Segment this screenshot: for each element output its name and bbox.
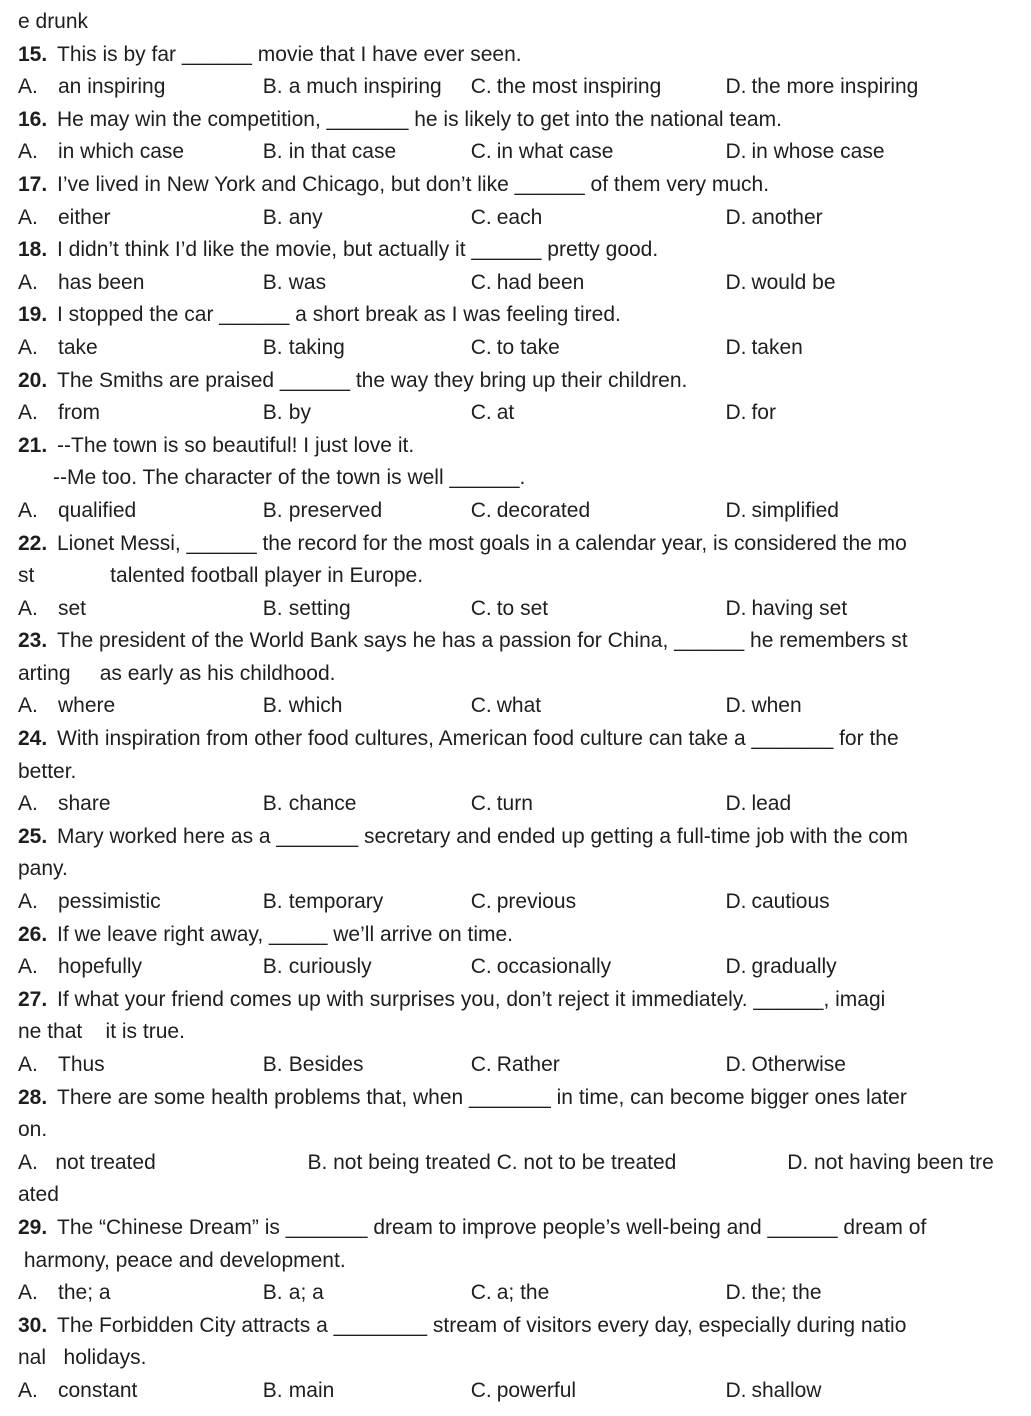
option-cell: [18, 495, 263, 528]
option-text: what: [496, 694, 542, 718]
option-letter: C.: [470, 955, 492, 979]
continuation-line: harmony, peace and development.: [18, 1248, 346, 1272]
option-text: occasionally: [496, 955, 612, 979]
option-cell: [263, 332, 471, 365]
option-letter: C.: [470, 75, 492, 99]
option-text: gradually: [751, 955, 837, 979]
option-text: powerful: [496, 1378, 577, 1402]
option-letter: D.: [725, 205, 747, 229]
option-letter: B.: [262, 890, 283, 914]
option-cell: [263, 690, 471, 723]
option-cell: [263, 1375, 471, 1408]
option-letter: A.: [18, 1053, 38, 1076]
option-text: an inspiring: [58, 75, 166, 99]
option-text: the; the: [751, 1281, 822, 1305]
option-letter: D.: [725, 1281, 747, 1305]
option-text: taking: [288, 335, 345, 359]
option-letter: C.: [470, 1053, 492, 1076]
question-line: [18, 821, 1013, 854]
question-number: 17.: [18, 172, 48, 196]
question-line: [18, 104, 1013, 137]
option-letter: D.: [725, 596, 747, 620]
options-row: [18, 690, 1013, 723]
option-text: to take: [496, 335, 560, 359]
option-cell: [18, 202, 263, 235]
question-line: [18, 723, 1013, 756]
question-text: The president of the World Bank says he has a passion for China, ______ he remembers st: [57, 629, 908, 653]
option-cell: [725, 951, 1013, 984]
option-letter: C.: [470, 890, 492, 914]
option-cell: [725, 886, 1013, 919]
option-letter: B.: [262, 75, 283, 99]
option-cell: [725, 202, 1013, 235]
option-cell: [725, 71, 1013, 104]
option-cell: [263, 886, 471, 919]
option-letter: D.: [725, 890, 747, 914]
question-number: 22.: [18, 531, 48, 555]
option-text: previous: [496, 890, 577, 914]
option-cell: [725, 690, 1013, 723]
option-text: for: [751, 401, 776, 425]
option-letter: A.: [18, 270, 38, 294]
option-cell: [725, 136, 1013, 169]
option-cell: [263, 495, 471, 528]
option-letter: A.: [18, 75, 38, 99]
option-cell: [471, 136, 726, 169]
option-letter: D.: [725, 498, 747, 522]
options-row: [18, 495, 1013, 528]
question-block: [18, 104, 1013, 169]
option-cell: [18, 71, 263, 104]
option-text: which: [288, 694, 343, 718]
question-block: [18, 821, 1013, 919]
option-text: shallow: [751, 1378, 822, 1402]
options-row: [18, 788, 1013, 821]
question-block: [18, 1082, 1013, 1212]
option-text: temporary: [288, 890, 384, 914]
option-cell: [471, 71, 726, 104]
option-cell: [18, 1049, 263, 1082]
option-cell: [725, 1277, 1013, 1310]
option-letter: A.: [18, 335, 38, 359]
option-text: the most inspiring: [496, 75, 662, 99]
option-letter: B.: [262, 401, 283, 425]
option-text: when: [751, 694, 802, 718]
question-list: [18, 39, 1013, 1408]
option-letter: A.: [18, 140, 38, 164]
option-letter: A.: [18, 1378, 38, 1402]
question-line: [18, 984, 1013, 1017]
option-letter: D.: [725, 335, 747, 359]
option-text: simplified: [751, 498, 839, 522]
option-text: another: [751, 205, 823, 229]
option-letter: C.: [470, 140, 492, 164]
options-flow-line: A. not treated B. not being treated C. not to be treated D. not having been tre: [18, 1150, 994, 1174]
option-text: any: [288, 205, 323, 229]
question-text: I didn’t think I’d like the movie, but actually it ______ pretty good.: [57, 238, 659, 262]
question-number: 18.: [18, 238, 48, 262]
question-block: [18, 1310, 1013, 1408]
option-letter: B.: [262, 596, 283, 620]
options-row: [18, 1375, 1013, 1408]
question-number: 26.: [18, 922, 48, 946]
question-block: [18, 1212, 1013, 1310]
option-letter: D.: [725, 140, 747, 164]
continuation-line: --Me too. The character of the town is well ______.: [18, 466, 526, 490]
option-cell: [263, 1277, 471, 1310]
option-letter: B.: [262, 140, 283, 164]
question-number: 25.: [18, 824, 48, 848]
option-letter: D.: [725, 955, 747, 979]
option-cell: [471, 951, 726, 984]
option-text: a; the: [496, 1281, 550, 1305]
option-text: decorated: [496, 498, 591, 522]
option-letter: B.: [262, 694, 283, 718]
question-text: The Smiths are praised ______ the way they bring up their children.: [57, 368, 688, 392]
options-row: [18, 267, 1013, 300]
option-letter: D.: [725, 270, 747, 294]
options-row: [18, 202, 1013, 235]
option-text: by: [288, 401, 311, 425]
option-cell: [471, 593, 726, 626]
option-letter: B.: [262, 1053, 283, 1076]
question-block: [18, 528, 1013, 626]
option-text: turn: [496, 792, 533, 816]
option-text: from: [58, 401, 100, 425]
question-text: With inspiration from other food cultures, American food culture can take a _______ for the: [57, 727, 899, 751]
question-number: 19.: [18, 303, 48, 327]
option-letter: A.: [18, 890, 38, 914]
options-row: [18, 1277, 1013, 1310]
option-letter: C.: [470, 1281, 492, 1305]
continuation-line: better.: [18, 759, 77, 783]
option-text: in what case: [496, 140, 614, 164]
question-line: [18, 39, 1013, 72]
option-text: each: [496, 205, 543, 229]
option-text: preserved: [288, 498, 383, 522]
question-text: This is by far ______ movie that I have ever seen.: [57, 42, 522, 66]
question-text: --The town is so beautiful! I just love it.: [57, 433, 415, 457]
option-text: was: [288, 270, 327, 294]
question-block: [18, 365, 1013, 430]
question-number: 23.: [18, 629, 48, 653]
question-number: 29.: [18, 1215, 48, 1239]
option-letter: D.: [725, 1053, 747, 1076]
option-text: Rather: [496, 1053, 560, 1076]
option-text: main: [288, 1378, 335, 1402]
option-cell: [18, 1375, 263, 1408]
option-cell: [263, 593, 471, 626]
option-cell: [18, 788, 263, 821]
option-text: curiously: [288, 955, 372, 979]
question-number: 24.: [18, 727, 48, 751]
option-letter: B.: [262, 792, 283, 816]
option-text: the more inspiring: [751, 75, 919, 99]
option-cell: [471, 267, 726, 300]
option-cell: [18, 886, 263, 919]
options-flow-line: ated: [18, 1183, 59, 1207]
option-text: in that case: [288, 140, 397, 164]
option-letter: B.: [262, 1281, 283, 1305]
question-text: Lionet Messi, ______ the record for the most goals in a calendar year, is considered the mo: [57, 531, 907, 555]
option-letter: A.: [18, 792, 38, 816]
option-cell: [263, 1049, 471, 1082]
option-text: would be: [751, 270, 836, 294]
option-cell: [263, 951, 471, 984]
question-text: If what your friend comes up with surprises you, don’t reject it immediately. ______, imagi: [57, 987, 886, 1011]
continuation-line: st talented football player in Europe.: [18, 564, 424, 588]
option-letter: B.: [262, 955, 283, 979]
option-letter: C.: [470, 596, 492, 620]
option-letter: A.: [18, 955, 38, 979]
option-cell: [263, 788, 471, 821]
option-cell: [725, 397, 1013, 430]
continuation-line: pany.: [18, 857, 68, 881]
option-letter: C.: [470, 498, 492, 522]
options-row: [18, 1049, 1013, 1082]
option-letter: D.: [725, 1378, 747, 1402]
question-number: 16.: [18, 107, 48, 131]
option-letter: C.: [470, 792, 492, 816]
option-text: cautious: [751, 890, 830, 914]
question-block: [18, 919, 1013, 984]
option-letter: C.: [470, 1378, 492, 1402]
option-text: Otherwise: [751, 1053, 846, 1076]
option-cell: [725, 593, 1013, 626]
options-row: [18, 397, 1013, 430]
option-text: the; a: [58, 1281, 111, 1305]
options-row: [18, 71, 1013, 104]
option-cell: [263, 397, 471, 430]
option-cell: [471, 1277, 726, 1310]
option-cell: [18, 593, 263, 626]
question-line: [18, 1212, 1013, 1245]
question-line: [18, 1082, 1013, 1115]
option-letter: B.: [262, 335, 283, 359]
option-text: Thus: [58, 1053, 105, 1076]
question-line: [18, 430, 1013, 463]
fragment-top: e drunk: [18, 10, 89, 33]
option-cell: [471, 886, 726, 919]
option-cell: [471, 1049, 726, 1082]
option-text: qualified: [58, 498, 137, 522]
option-text: pessimistic: [58, 890, 161, 914]
option-text: a; a: [288, 1281, 324, 1305]
option-letter: C.: [470, 401, 492, 425]
option-text: had been: [496, 270, 585, 294]
options-row: [18, 951, 1013, 984]
option-text: to set: [496, 596, 549, 620]
option-text: having set: [751, 596, 848, 620]
option-text: Besides: [288, 1053, 364, 1076]
option-text: either: [58, 205, 111, 229]
option-letter: D.: [725, 75, 747, 99]
question-block: [18, 299, 1013, 364]
question-text: If we leave right away, _____ we’ll arrive on time.: [57, 922, 513, 946]
option-cell: [471, 788, 726, 821]
question-line: [18, 169, 1013, 202]
option-text: constant: [58, 1378, 138, 1402]
option-letter: C.: [470, 694, 492, 718]
option-cell: [725, 788, 1013, 821]
option-cell: [471, 332, 726, 365]
option-text: hopefully: [58, 955, 143, 979]
options-row: [18, 886, 1013, 919]
question-line: [18, 919, 1013, 952]
option-text: in whose case: [751, 140, 885, 164]
question-block: [18, 625, 1013, 723]
question-line: [18, 365, 1013, 398]
option-cell: [471, 397, 726, 430]
question-number: 30.: [18, 1313, 48, 1337]
option-cell: [18, 690, 263, 723]
option-letter: A.: [18, 596, 38, 620]
option-text: at: [496, 401, 515, 425]
continuation-line: ne that it is true.: [18, 1020, 185, 1044]
option-letter: A.: [18, 205, 38, 229]
options-row: [18, 332, 1013, 365]
question-number: 28.: [18, 1085, 48, 1109]
question-number: 27.: [18, 987, 48, 1011]
option-cell: [263, 71, 471, 104]
option-letter: C.: [470, 270, 492, 294]
question-text: The Forbidden City attracts a ________ stream of visitors every day, especially during natio: [57, 1313, 907, 1337]
question-block: [18, 39, 1013, 104]
option-cell: [471, 1375, 726, 1408]
question-block: [18, 430, 1013, 528]
option-cell: [725, 495, 1013, 528]
option-letter: A.: [18, 1281, 38, 1305]
option-letter: B.: [262, 498, 283, 522]
option-text: has been: [58, 270, 145, 294]
option-letter: C.: [470, 205, 492, 229]
option-text: where: [58, 694, 116, 718]
option-letter: D.: [725, 694, 747, 718]
option-text: share: [58, 792, 111, 816]
option-text: chance: [288, 792, 357, 816]
question-text: Mary worked here as a _______ secretary and ended up getting a full-time job with the com: [57, 824, 908, 848]
option-cell: [18, 136, 263, 169]
option-cell: [18, 397, 263, 430]
continuation-line: arting as early as his childhood.: [18, 661, 336, 685]
option-text: in which case: [58, 140, 185, 164]
question-text: I stopped the car ______ a short break as I was feeling tired.: [57, 303, 621, 327]
option-cell: [725, 267, 1013, 300]
option-letter: C.: [470, 335, 492, 359]
option-cell: [18, 951, 263, 984]
question-text: I’ve lived in New York and Chicago, but don’t like ______ of them very much.: [57, 172, 770, 196]
option-text: set: [58, 596, 87, 620]
option-text: take: [58, 335, 98, 359]
option-letter: B.: [262, 270, 283, 294]
question-block: [18, 723, 1013, 821]
question-number: 15.: [18, 42, 48, 66]
question-block: [18, 234, 1013, 299]
option-letter: B.: [262, 205, 283, 229]
options-row: [18, 136, 1013, 169]
option-cell: [725, 1375, 1013, 1408]
question-line: [18, 1310, 1013, 1343]
question-text: He may win the competition, _______ he is likely to get into the national team.: [57, 107, 782, 131]
option-cell: [471, 202, 726, 235]
question-block: [18, 169, 1013, 234]
question-number: 20.: [18, 368, 48, 392]
option-cell: [263, 136, 471, 169]
question-line: [18, 299, 1013, 332]
option-letter: A.: [18, 694, 38, 718]
question-block: [18, 984, 1013, 1082]
option-text: setting: [288, 596, 351, 620]
option-letter: A.: [18, 498, 38, 522]
option-letter: D.: [725, 401, 747, 425]
option-cell: [18, 332, 263, 365]
continuation-line: nal holidays.: [18, 1346, 147, 1370]
option-cell: [471, 495, 726, 528]
question-number: 21.: [18, 433, 48, 457]
option-letter: D.: [725, 792, 747, 816]
option-text: a much inspiring: [288, 75, 442, 99]
option-cell: [725, 332, 1013, 365]
continuation-line: on.: [18, 1118, 48, 1142]
option-cell: [18, 1277, 263, 1310]
question-line: [18, 234, 1013, 267]
option-cell: [18, 267, 263, 300]
option-cell: [725, 1049, 1013, 1082]
options-row: [18, 593, 1013, 626]
option-letter: B.: [262, 1378, 283, 1402]
question-line: [18, 528, 1013, 561]
question-text: The “Chinese Dream” is _______ dream to improve people’s well-being and ______ dream of: [57, 1215, 927, 1239]
option-cell: [263, 202, 471, 235]
option-cell: [263, 267, 471, 300]
question-text: There are some health problems that, when _______ in time, can become bigger ones later: [57, 1085, 907, 1109]
option-cell: [471, 690, 726, 723]
option-text: taken: [751, 335, 803, 359]
option-letter: A.: [18, 401, 38, 425]
question-line: [18, 625, 1013, 658]
option-text: lead: [751, 792, 792, 816]
